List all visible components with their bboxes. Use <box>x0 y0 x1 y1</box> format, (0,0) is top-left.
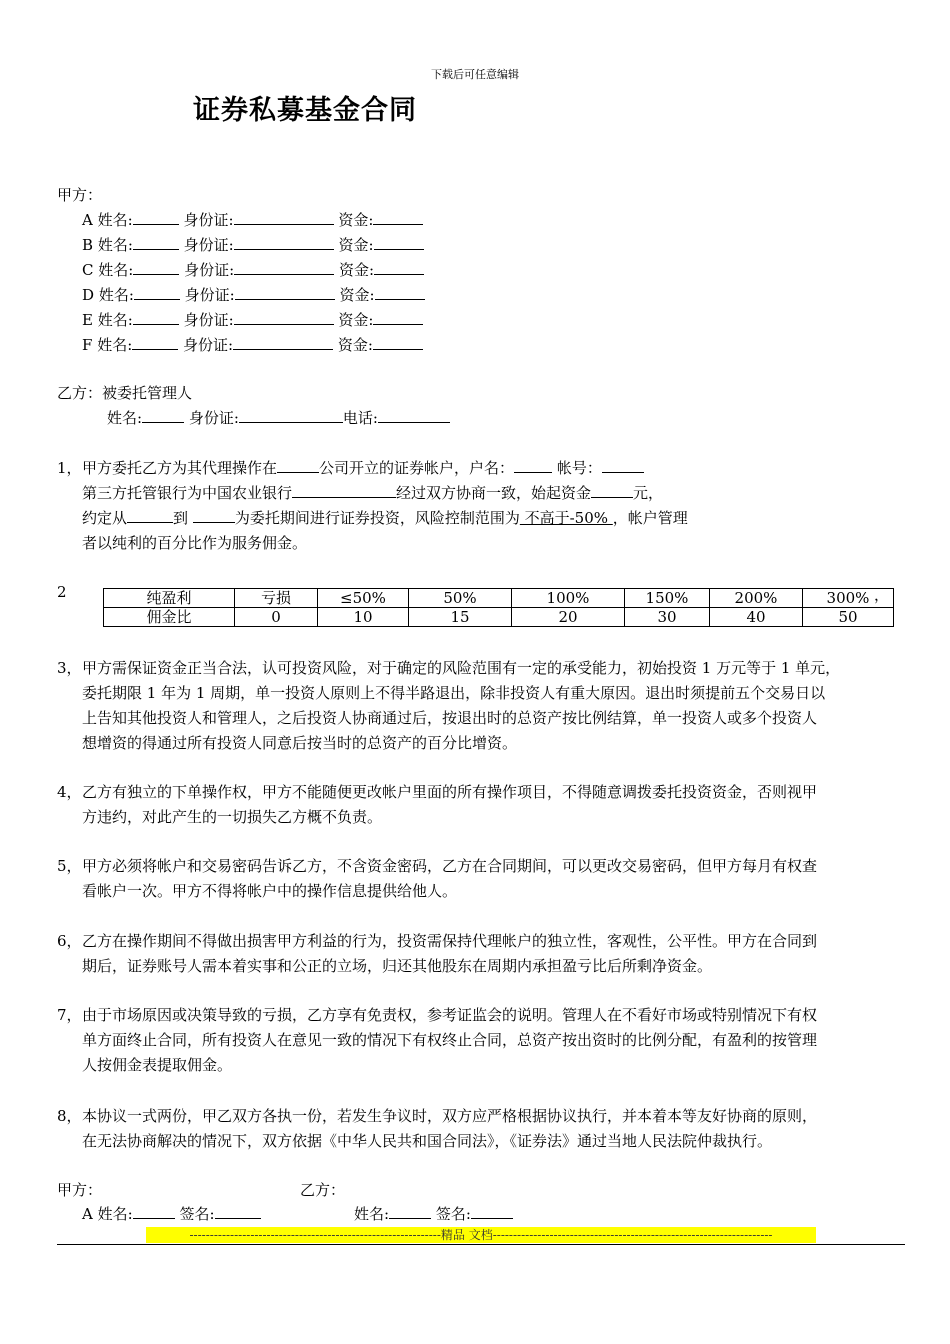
table-cell: 50 <box>803 608 894 627</box>
party-b-name-label: 姓名: <box>107 409 143 427</box>
sign-b-name-blank <box>389 1203 431 1219</box>
commission-table <box>103 588 894 627</box>
sign-b-sign-label: 签名: <box>435 1205 471 1223</box>
company-blank <box>277 457 319 473</box>
clause-1-num: 1， <box>57 459 82 477</box>
clause-1-line-2 <box>82 481 663 506</box>
initial-fund-blank <box>591 482 633 498</box>
sign-a-name-blank <box>133 1203 175 1219</box>
clause-num: 6， <box>57 932 82 950</box>
table-row-commission <box>104 608 894 627</box>
clause-2-trailing: ， <box>874 586 890 604</box>
investor-id: A <box>82 211 93 229</box>
investor-name-blank <box>133 259 179 275</box>
party-a-row <box>82 308 423 333</box>
bank-blank <box>292 482 396 498</box>
investor-id: B <box>82 236 94 254</box>
investor-id-label: 身份证: <box>183 336 234 354</box>
investor-id-blank <box>233 334 333 350</box>
end-date-blank <box>193 507 235 523</box>
investor-name-blank <box>133 309 179 325</box>
table-cell: 亏损 <box>235 589 318 608</box>
clause-line: 由于市场原因或决策导致的亏损，乙方享有免责权，参考证监会的说明。管理人在不看好市场或特别情况下有权 <box>82 1006 818 1024</box>
clause-line: 乙方在操作期间不得做出损害甲方利益的行为，投资需保持代理帐户的独立性，客观性，公平性。甲方在合同到 <box>82 932 818 950</box>
investor-name-blank <box>132 334 178 350</box>
clause-body <box>82 929 922 979</box>
clause-1-line-4: 者以纯利的百分比作为服务佣金。 <box>82 534 308 552</box>
clause-body <box>82 780 922 830</box>
investor-fund-blank <box>374 234 424 250</box>
investor-id-label: 身份证: <box>184 261 235 279</box>
footer-divider <box>57 1244 905 1245</box>
investor-fund-label: 资金: <box>338 236 374 254</box>
table-cell: 50% <box>409 589 512 608</box>
clause-1-text: 甲方委托乙方为其代理操作在 <box>82 459 278 477</box>
clause-line: 甲方需保证资金正当合法，认可投资风险，对于确定的风险范围有一定的承受能力，初始投资 1 万元等于 1 单元， <box>82 659 841 677</box>
investor-id-blank <box>234 209 334 225</box>
sign-party-b-label: 乙方： <box>300 1181 346 1199</box>
investor-fund-label: 资金: <box>338 261 375 279</box>
investor-fund-blank <box>373 309 423 325</box>
investor-name-label: 姓名: <box>97 311 133 329</box>
party-b-label: 乙方：被委托管理人 <box>57 384 193 402</box>
clause-body <box>82 656 922 756</box>
sign-a-name-label: 姓名: <box>97 1205 133 1223</box>
clause-1-text: 第三方托管银行为中国农业银行 <box>82 484 293 502</box>
clause-line: 委托期限 1 年为 1 周期，单一投资人原则上不得半路退出，除非投资人有重大原因。退出时须提前五个交易日以 <box>82 684 826 702</box>
investor-name-blank <box>134 284 180 300</box>
clause-1-text: 到 <box>173 509 189 527</box>
table-cell: 纯盈利 <box>104 589 235 608</box>
table-cell: 300% <box>803 589 894 608</box>
sign-party-b-row <box>354 1202 513 1227</box>
clause-line: 看帐户一次。甲方不得将帐户中的操作信息提供给他人。 <box>82 882 458 900</box>
investor-id-label: 身份证: <box>184 286 235 304</box>
sign-party-a-label: 甲方： <box>57 1181 103 1199</box>
clause-1-text: 约定从 <box>82 509 128 527</box>
clause-line: 甲方必须将帐户和交易密码告诉乙方，不含资金密码，乙方在合同期间，可以更改交易密码，但甲方每月有权查 <box>82 857 818 875</box>
party-b-name-blank <box>142 407 184 423</box>
sign-a-id: A <box>82 1205 93 1223</box>
party-a-row <box>82 258 424 283</box>
investor-name-label: 姓名: <box>97 236 133 254</box>
investor-id: D <box>82 286 95 304</box>
clause-body <box>82 1104 922 1154</box>
investor-name-blank <box>133 209 179 225</box>
party-b-phone-label: 电话: <box>342 409 378 427</box>
investor-id: E <box>82 311 93 329</box>
clause-line: 上告知其他投资人和管理人，之后投资人协商通过后，按退出时的总资产按比例结算，单一投资人或多个投资人 <box>82 709 818 727</box>
clause-line: 本协议一式两份，甲乙双方各执一份，若发生争议时，双方应严格根据协议执行，并本着本等友好协商的原则， <box>82 1107 818 1125</box>
footer-banner: --------------------------------------------------------------精品 文档--------------------------------------------------------------------- <box>146 1227 816 1243</box>
clause-line: 在无法协商解决的情况下，双方依据《中华人民共和国合同法》，《证券法》通过当地人民法院仲裁执行。 <box>82 1132 773 1150</box>
investor-fund-label: 资金: <box>338 211 374 229</box>
investor-id-blank <box>234 309 334 325</box>
party-b-info <box>107 406 450 431</box>
header-note: 下载后可任意编辑 <box>431 68 519 81</box>
clause-body <box>82 854 922 904</box>
party-a-row <box>82 208 423 233</box>
investor-id: F <box>82 336 93 354</box>
table-cell: ≤50% <box>318 589 409 608</box>
investor-fund-label: 资金: <box>339 286 375 304</box>
clause-line: 人按佣金表提取佣金。 <box>82 1056 233 1074</box>
party-a-row <box>82 283 425 308</box>
investor-fund-blank <box>374 259 424 275</box>
table-cell: 20 <box>512 608 625 627</box>
table-row-profit <box>104 589 894 608</box>
investor-fund-label: 资金: <box>337 336 373 354</box>
table-cell: 100% <box>512 589 625 608</box>
clause-num: 3， <box>57 659 82 677</box>
clause-num: 4， <box>57 783 82 801</box>
party-a-label: 甲方： <box>57 186 103 204</box>
sign-b-name-label: 姓名: <box>354 1205 390 1223</box>
clause-line: 想增资的得通过所有投资人同意后按当时的总资产的百分比增资。 <box>82 734 518 752</box>
table-cell: 150% <box>625 589 710 608</box>
clause-num: 7， <box>57 1006 82 1024</box>
start-date-blank <box>127 507 173 523</box>
clause-line: 期后，证券账号人需本着实事和公正的立场，归还其他股东在周期内承担盈亏比后所剩净资金。 <box>82 957 713 975</box>
investor-id-blank <box>235 284 335 300</box>
clause-1-line-3 <box>82 506 688 531</box>
party-b-phone-blank <box>378 407 450 423</box>
account-name-blank <box>514 457 552 473</box>
sign-b-sign-blank <box>471 1203 513 1219</box>
party-a-row <box>82 333 423 358</box>
investor-id: C <box>82 261 94 279</box>
investor-id-blank <box>234 259 334 275</box>
table-cell: 10 <box>318 608 409 627</box>
investor-id-label: 身份证: <box>183 236 234 254</box>
document-title: 证券私募基金合同 <box>193 95 417 126</box>
clause-1-text: 元， <box>633 484 664 502</box>
clause-line: 方违约，对此产生的一切损失乙方概不负责。 <box>82 808 383 826</box>
party-a-row <box>82 233 424 258</box>
investor-name-label: 姓名: <box>97 336 133 354</box>
clause-num: 5， <box>57 857 82 875</box>
clause-1-line-1 <box>82 456 644 481</box>
clause-2-num: 2 <box>57 583 67 601</box>
investor-id-label: 身份证: <box>183 211 234 229</box>
clause-num: 8， <box>57 1107 82 1125</box>
sign-a-sign-blank <box>215 1203 261 1219</box>
clause-body <box>82 1003 922 1078</box>
investor-fund-label: 资金: <box>338 311 374 329</box>
investor-name-blank <box>133 234 179 250</box>
clause-1-text: 公司开立的证券帐户，户名： <box>319 459 515 477</box>
table-cell: 200% <box>710 589 803 608</box>
clause-1-text: 为委托期间进行证券投资，风险控制范围为 <box>234 509 520 527</box>
investor-id-blank <box>234 234 334 250</box>
party-b-id-label: 身份证: <box>188 409 239 427</box>
party-b-id-blank <box>239 407 343 423</box>
clause-1-text: ，帐户管理 <box>612 509 688 527</box>
clause-1-text: 经过双方协商一致，始起资金 <box>396 484 592 502</box>
investor-fund-blank <box>375 284 425 300</box>
investor-name-label: 姓名: <box>97 211 133 229</box>
risk-limit-value: 不高于-50% <box>519 509 613 527</box>
investor-name-label: 姓名: <box>98 286 134 304</box>
investor-name-label: 姓名: <box>98 261 134 279</box>
investor-fund-blank <box>373 209 423 225</box>
sign-a-sign-label: 签名: <box>179 1205 215 1223</box>
sign-party-a-row <box>82 1202 261 1227</box>
clause-line: 乙方有独立的下单操作权，甲方不能随便更改帐户里面的所有操作项目，不得随意调拨委托投资资金，否则视甲 <box>82 783 818 801</box>
table-cell: 15 <box>409 608 512 627</box>
investor-fund-blank <box>373 334 423 350</box>
clause-1-text: 帐号： <box>556 459 602 477</box>
table-cell: 佣金比 <box>104 608 235 627</box>
table-cell: 0 <box>235 608 318 627</box>
investor-id-label: 身份证: <box>183 311 234 329</box>
account-number-blank <box>602 457 644 473</box>
table-cell: 40 <box>710 608 803 627</box>
clause-line: 单方面终止合同，所有投资人在意见一致的情况下有权终止合同，总资产按出资时的比例分配，有盈利的按管理 <box>82 1031 818 1049</box>
table-cell: 30 <box>625 608 710 627</box>
